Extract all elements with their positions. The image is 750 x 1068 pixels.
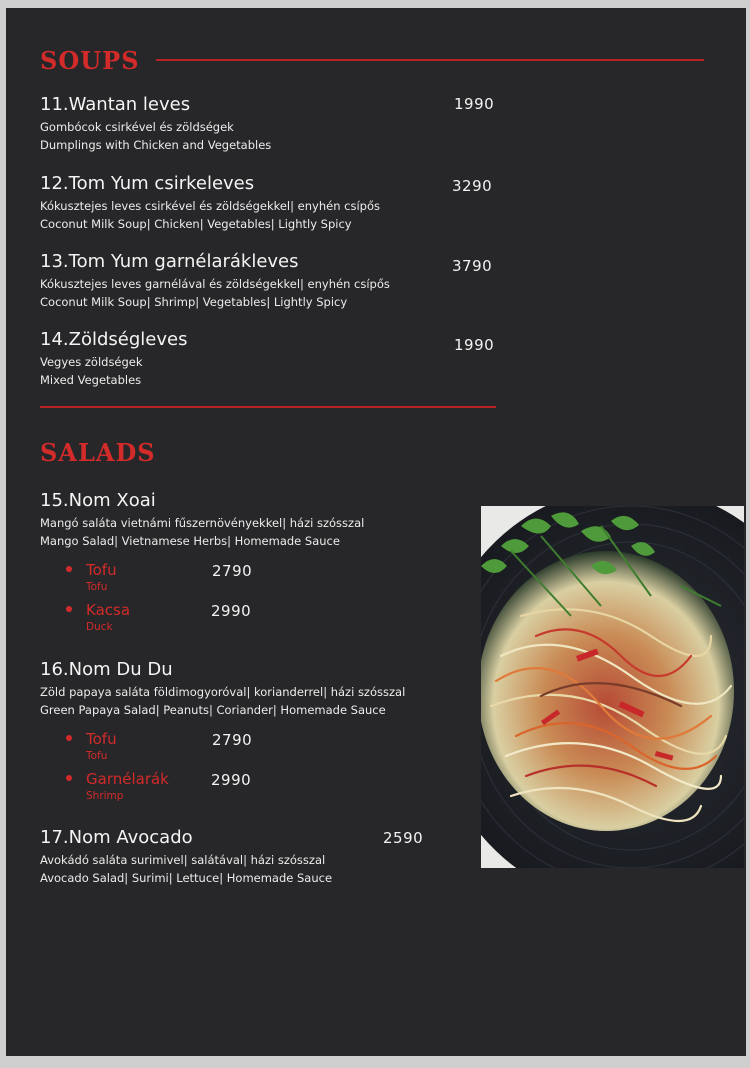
- item-desc-en: Coconut Milk Soup| Shrimp| Vegetables| Lightly Spicy: [40, 295, 348, 309]
- item-name: 13.Tom Yum garnélarákleves: [40, 251, 299, 272]
- item-price: 1990: [454, 336, 495, 354]
- item-price: 1990: [454, 95, 495, 113]
- item-desc-en: Mixed Vegetables: [40, 373, 142, 387]
- option-price: 2990: [211, 771, 252, 789]
- item-desc-en: Avocado Salad| Surimi| Lettuce| Homemade Sauce: [40, 871, 333, 885]
- bullet-icon: [66, 775, 72, 781]
- soups-divider: [40, 406, 496, 408]
- menu-item-13: [40, 251, 390, 311]
- option-price: 2990: [211, 602, 252, 620]
- item-name: 15.Nom Xoai: [40, 490, 156, 511]
- item-desc-hu: Avokádó saláta surimivel| salátával| házi szósszal: [40, 853, 326, 867]
- item-desc-en: Green Papaya Salad| Peanuts| Coriander| Homemade Sauce: [40, 703, 386, 717]
- item-name: 16.Nom Du Du: [40, 659, 173, 680]
- menu-item-14: [40, 329, 187, 389]
- option-tofu: [66, 730, 117, 762]
- item-desc-hu: Gombócok csirkével és zöldségek: [40, 120, 234, 134]
- item-price: 3790: [452, 257, 493, 275]
- item-description: [40, 353, 187, 389]
- menu-item-15: [40, 490, 364, 550]
- bullet-icon: [66, 735, 72, 741]
- item-desc-hu: Mangó saláta vietnámi fűszernövényekkel| házi szósszal: [40, 516, 365, 530]
- option-name: Kacsa: [86, 601, 131, 619]
- item-desc-hu: Kókusztejes leves csirkével és zöldségekkel| enyhén csípős: [40, 199, 380, 213]
- menu-page: [6, 8, 746, 1056]
- option-price: 2790: [212, 731, 253, 749]
- bullet-icon: [66, 566, 72, 572]
- soups-heading: SOUPS: [40, 46, 140, 75]
- option-garnelarak: [66, 770, 169, 802]
- option-subtitle: Duck: [86, 621, 113, 633]
- salads-heading: SALADS: [40, 438, 156, 467]
- salad-photo: [481, 506, 744, 868]
- item-description: [40, 118, 271, 154]
- option-name: Garnélarák: [86, 770, 169, 788]
- item-desc-en: Mango Salad| Vietnamese Herbs| Homemade Sauce: [40, 534, 340, 548]
- option-price: 2790: [212, 562, 253, 580]
- item-name: 17.Nom Avocado: [40, 827, 193, 848]
- soups-heading-rule: [156, 59, 704, 61]
- menu-item-12: [40, 173, 380, 233]
- item-desc-hu: Zöld papaya saláta földimogyoróval| korianderrel| házi szósszal: [40, 685, 406, 699]
- item-desc-hu: Vegyes zöldségek: [40, 355, 143, 369]
- item-name: 11.Wantan leves: [40, 94, 191, 115]
- item-description: [40, 514, 364, 550]
- option-subtitle: Tofu: [86, 581, 108, 593]
- menu-item-11: [40, 94, 271, 154]
- menu-item-17: [40, 827, 332, 887]
- item-desc-hu: Kókusztejes leves garnélával és zöldségekkel| enyhén csípős: [40, 277, 390, 291]
- item-name: 14.Zöldségleves: [40, 329, 188, 350]
- option-subtitle: Shrimp: [86, 790, 124, 802]
- option-name: Tofu: [86, 561, 117, 579]
- option-name: Tofu: [86, 730, 117, 748]
- option-tofu: [66, 561, 117, 593]
- option-subtitle: Tofu: [86, 750, 108, 762]
- item-price: 2590: [383, 829, 424, 847]
- item-price: 3290: [452, 177, 493, 195]
- item-name: 12.Tom Yum csirkeleves: [40, 173, 255, 194]
- item-desc-en: Dumplings with Chicken and Vegetables: [40, 138, 272, 152]
- item-description: [40, 683, 405, 719]
- item-description: [40, 197, 380, 233]
- item-description: [40, 851, 332, 887]
- item-description: [40, 275, 390, 311]
- bullet-icon: [66, 606, 72, 612]
- option-kacsa: [66, 601, 130, 633]
- menu-item-16: [40, 659, 405, 719]
- salad-photo-image: [481, 506, 744, 868]
- item-desc-en: Coconut Milk Soup| Chicken| Vegetables| Lightly Spicy: [40, 217, 352, 231]
